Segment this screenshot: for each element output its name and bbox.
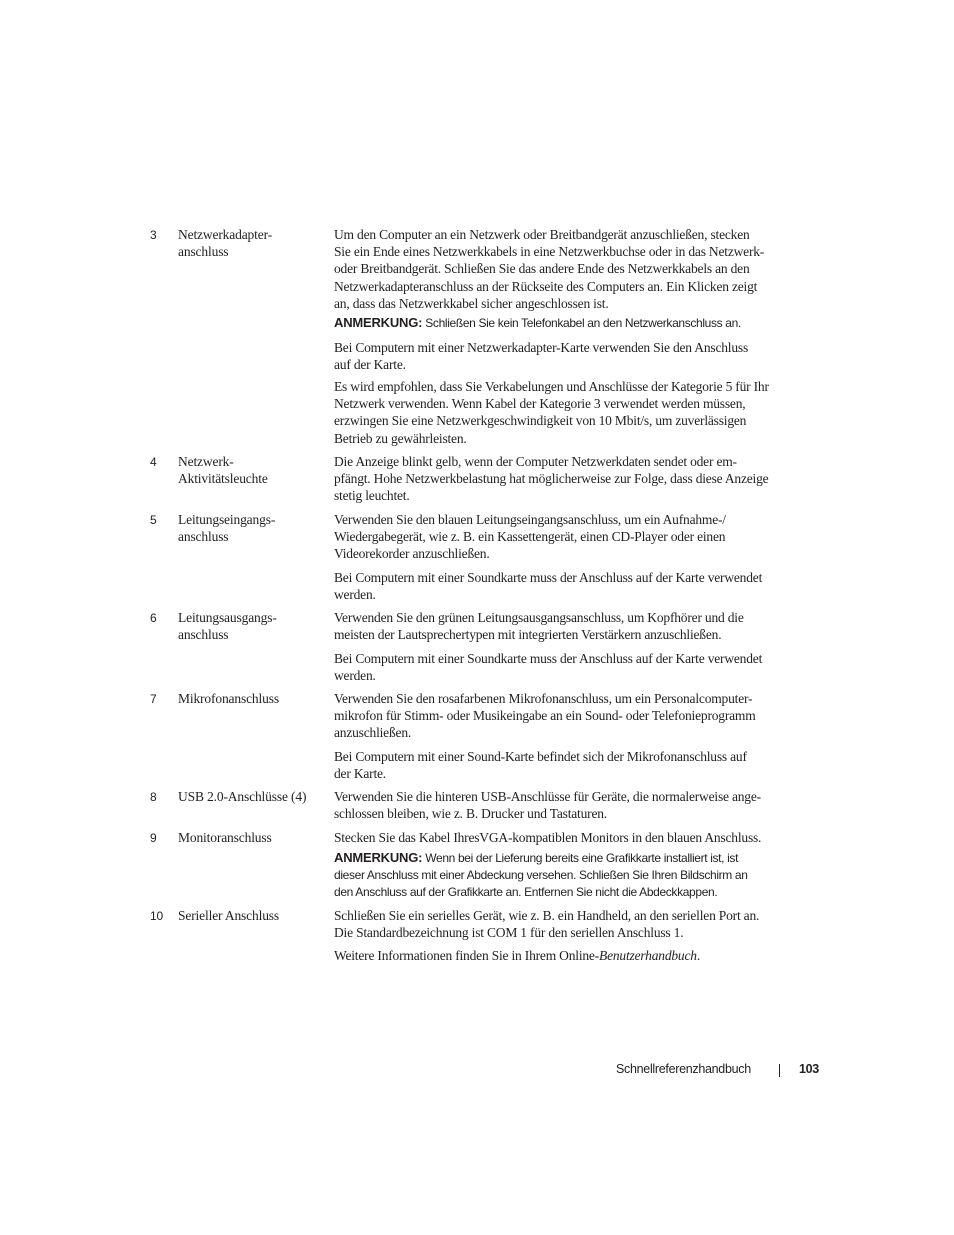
label-line: Netzwerkadapter- — [178, 227, 273, 242]
note-text: Wenn bei der Lieferung bereits eine Grafikkarte installiert ist, ist — [422, 851, 739, 865]
text-line: Videorekorder anzuschließen. — [334, 546, 490, 562]
note-line — [334, 314, 814, 332]
label-line: Leitungsausgangs- — [178, 610, 277, 625]
row-label — [178, 609, 328, 643]
note-text: Schließen Sie kein Telefonkabel an den Netzwerkanschluss an. — [422, 316, 741, 330]
text-line: Bei Computern mit einer Soundkarte muss der Anschluss auf der Karte verwendet — [334, 570, 763, 585]
label-line: Aktivitätsleuchte — [178, 471, 268, 487]
text-line: an, dass das Netzwerkkabel sicher angeschlossen ist. — [334, 295, 609, 311]
paragraph — [334, 339, 814, 373]
text-line: Betrieb zu gewährleisten. — [334, 430, 467, 446]
text-line: Wiedergabegerät, wie z. B. ein Kassettengerät, einen CD-Player oder einen — [334, 529, 726, 545]
label-line: Netzwerk- — [178, 454, 234, 469]
label-line: Mikrofonanschluss — [178, 691, 279, 706]
text-line: stetig leuchtet. — [334, 488, 410, 504]
text-line — [334, 947, 814, 964]
label-line: anschluss — [178, 627, 229, 643]
text-line: werden. — [334, 587, 376, 603]
note-line: den Anschluss auf der Grafikkarte an. Entfernen Sie nicht die Abdeckkappen. — [334, 885, 718, 900]
paragraph — [334, 650, 814, 684]
text-line: Netzwerkadapteranschluss an der Rückseite des Computers an. Ein Klicken zeigt — [334, 278, 758, 294]
paragraph — [334, 907, 814, 941]
text-line: Schließen Sie ein serielles Gerät, wie z. B. ein Handheld, an den seriellen Port an. — [334, 908, 760, 923]
text-line: Bei Computern mit einer Sound-Karte befindet sich der Mikrofonanschluss auf — [334, 749, 747, 764]
row-number: 7 — [150, 692, 157, 706]
row-label — [178, 690, 328, 707]
row-number: 5 — [150, 513, 157, 527]
note-box — [334, 314, 814, 332]
text-line: Verwenden Sie den rosafarbenen Mikrofonanschluss, um ein Personalcomputer- — [334, 691, 753, 706]
note-line — [334, 849, 814, 867]
row-number: 4 — [150, 455, 157, 469]
paragraph — [334, 226, 814, 312]
note-line: dieser Anschluss mit einer Abdeckung versehen. Schließen Sie Ihren Bildschirm an — [334, 868, 748, 883]
text-line: Um den Computer an ein Netzwerk oder Breitbandgerät anzuschließen, stecken — [334, 227, 750, 242]
text-line: der Karte. — [334, 766, 386, 782]
paragraph — [334, 609, 814, 643]
note-box — [334, 849, 814, 902]
label-line: USB 2.0-Anschlüsse (4) — [178, 789, 307, 804]
row-number: 9 — [150, 831, 157, 845]
text-line: Netzwerk verwenden. Wenn Kabel der Kategorie 3 verwendet werden müssen, — [334, 396, 746, 412]
footer-title: Schnellreferenzhandbuch — [616, 1062, 751, 1076]
label-line: Monitoranschluss — [178, 830, 272, 845]
text-line: auf der Karte. — [334, 357, 406, 373]
text-line: schlossen bleiben, wie z. B. Drucker und Tastaturen. — [334, 806, 607, 822]
text-line: pfängt. Hohe Netzwerkbelastung hat möglicherweise zur Folge, dass diese Anzeige — [334, 471, 769, 487]
paragraph — [334, 378, 814, 447]
text-line: Verwenden Sie den blauen Leitungseingangsanschluss, um ein Aufnahme-/ — [334, 512, 726, 527]
footer-separator — [779, 1064, 780, 1077]
label-line: Leitungseingangs- — [178, 512, 276, 527]
manual-title: Benutzerhandbuch — [599, 948, 697, 963]
closing-paragraph — [334, 947, 814, 964]
row-number: 3 — [150, 228, 157, 242]
text-line: Stecken Sie das Kabel IhresVGA-kompatiblen Monitors in den blauen Anschluss. — [334, 830, 762, 845]
row-label — [178, 788, 328, 805]
closing-suffix: . — [696, 948, 701, 963]
text-line: Bei Computern mit einer Netzwerkadapter-Karte verwenden Sie den Anschluss — [334, 340, 748, 355]
row-label — [178, 907, 328, 924]
label-line: anschluss — [178, 244, 229, 260]
row-number: 6 — [150, 611, 157, 625]
text-line: mikrofon für Stimm- oder Musikeingabe an ein Sound- oder Telefonieprogramm — [334, 708, 756, 724]
text-line: Verwenden Sie den grünen Leitungsausgangsanschluss, um Kopfhörer und die — [334, 610, 744, 625]
text-line: meisten der Lautsprechertypen mit integrierten Verstärkern anzuschließen. — [334, 627, 722, 643]
label-line: anschluss — [178, 529, 229, 545]
paragraph — [334, 453, 814, 505]
row-label — [178, 829, 328, 846]
note-lead: ANMERKUNG: — [334, 315, 423, 330]
paragraph — [334, 829, 814, 846]
note-lead: ANMERKUNG: — [334, 850, 423, 865]
row-number: 10 — [150, 909, 163, 923]
closing-prefix: Weitere Informationen finden Sie in Ihrem Online- — [334, 948, 600, 963]
row-label — [178, 453, 328, 487]
row-number: 8 — [150, 790, 157, 804]
paragraph — [334, 748, 814, 782]
label-line: Serieller Anschluss — [178, 908, 280, 923]
text-line: oder Breitbandgerät. Schließen Sie das andere Ende des Netzwerkkabels an den — [334, 261, 750, 277]
text-line: Bei Computern mit einer Soundkarte muss der Anschluss auf der Karte verwendet — [334, 651, 763, 666]
text-line: Es wird empfohlen, dass Sie Verkabelungen und Anschlüsse der Kategorie 5 für Ihr — [334, 379, 769, 394]
paragraph — [334, 511, 814, 563]
paragraph — [334, 690, 814, 742]
page-number: 103 — [799, 1062, 819, 1076]
paragraph — [334, 569, 814, 603]
text-line: anzuschließen. — [334, 725, 412, 741]
row-label — [178, 511, 328, 545]
text-line: Die Anzeige blinkt gelb, wenn der Computer Netzwerkdaten sendet oder em- — [334, 454, 737, 469]
text-line: werden. — [334, 668, 376, 684]
row-label — [178, 226, 328, 260]
text-line: Die Standardbezeichnung ist COM 1 für den seriellen Anschluss 1. — [334, 925, 684, 941]
text-line: Sie ein Ende eines Netzwerkkabels in eine Netzwerkbuchse oder in das Netzwerk- — [334, 244, 765, 260]
text-line: erzwingen Sie eine Netzwerkgeschwindigkeit von 10 Mbit/s, um zuverlässigen — [334, 413, 747, 429]
text-line: Verwenden Sie die hinteren USB-Anschlüsse für Geräte, die normalerweise ange- — [334, 789, 761, 804]
paragraph — [334, 788, 814, 822]
